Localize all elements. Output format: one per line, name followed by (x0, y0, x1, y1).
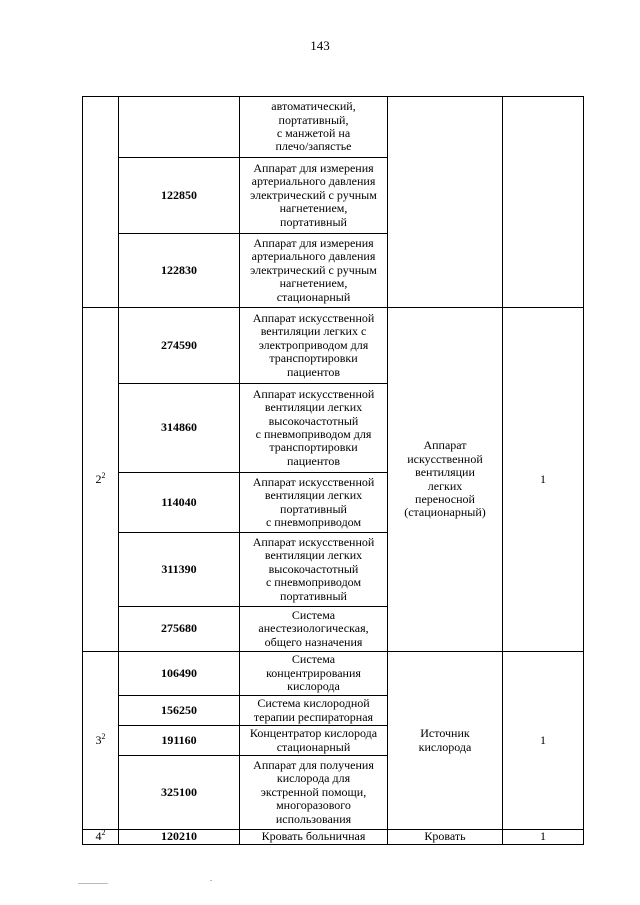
code-cell: 120210 (119, 830, 240, 845)
page-number: 143 (310, 38, 330, 53)
name-cell: Концентратор кислорода стационарный (240, 726, 388, 756)
scan-mark (78, 883, 108, 884)
name-cell: Система концентрирования кислорода (240, 652, 388, 696)
quantity-cell: 1 (503, 652, 584, 830)
type-cell: Кровать (388, 830, 503, 845)
table-row (83, 830, 584, 845)
type-cell: Аппарат искусственной вентиляции легких переносной (стационарный) (388, 308, 503, 652)
name-cell: Аппарат искусственной вентиляции легких портативный с пневмоприводом (240, 473, 388, 533)
name-cell: автоматический, портативный, с манжетой на плечо/запястье (240, 97, 388, 158)
code-cell (119, 97, 240, 158)
code-cell: 106490 (119, 652, 240, 696)
code-cell: 325100 (119, 756, 240, 830)
code-cell: 191160 (119, 726, 240, 756)
type-cell (388, 97, 503, 308)
code-cell: 114040 (119, 473, 240, 533)
code-cell: 122830 (119, 234, 240, 308)
scan-dot (210, 880, 212, 881)
quantity-cell: 1 (503, 308, 584, 652)
code-cell: 122850 (119, 158, 240, 234)
group-number-cell: $3^2$ (83, 652, 119, 830)
name-cell: Система кислородной терапии респираторная (240, 696, 388, 726)
quantity-cell (503, 97, 584, 308)
name-cell: Аппарат для получения кислорода для экстренной помощи, многоразового использования (240, 756, 388, 830)
code-cell: 156250 (119, 696, 240, 726)
name-cell: Аппарат для измерения артериального давления электрический с ручным нагнетением, портативный (240, 158, 388, 234)
table-row (83, 97, 584, 158)
group-number-cell: $2^2$ (83, 308, 119, 652)
name-cell: Система анестезиологическая, общего назначения (240, 607, 388, 652)
code-cell: 314860 (119, 384, 240, 473)
code-cell: 275680 (119, 607, 240, 652)
type-cell: Источник кислорода (388, 652, 503, 830)
name-cell: Аппарат искусственной вентиляции легких с электроприводом для транспортировки пациентов (240, 308, 388, 384)
name-cell: Аппарат для измерения артериального давления электрический с ручным нагнетением, стационарный (240, 234, 388, 308)
table-row (83, 652, 584, 696)
name-cell: Аппарат искусственной вентиляции легких высокочастотный с пневмоприводом для транспортировки пациентов (240, 384, 388, 473)
name-cell: Кровать больничная (240, 830, 388, 845)
code-cell: 311390 (119, 533, 240, 607)
equipment-table (82, 96, 584, 845)
group-number-cell (83, 97, 119, 308)
group-number-cell: $4^2$ (83, 830, 119, 845)
code-cell: 274590 (119, 308, 240, 384)
name-cell: Аппарат искусственной вентиляции легких высокочастотный с пневмоприводом портативный (240, 533, 388, 607)
quantity-cell: 1 (503, 830, 584, 845)
table-row (83, 308, 584, 384)
